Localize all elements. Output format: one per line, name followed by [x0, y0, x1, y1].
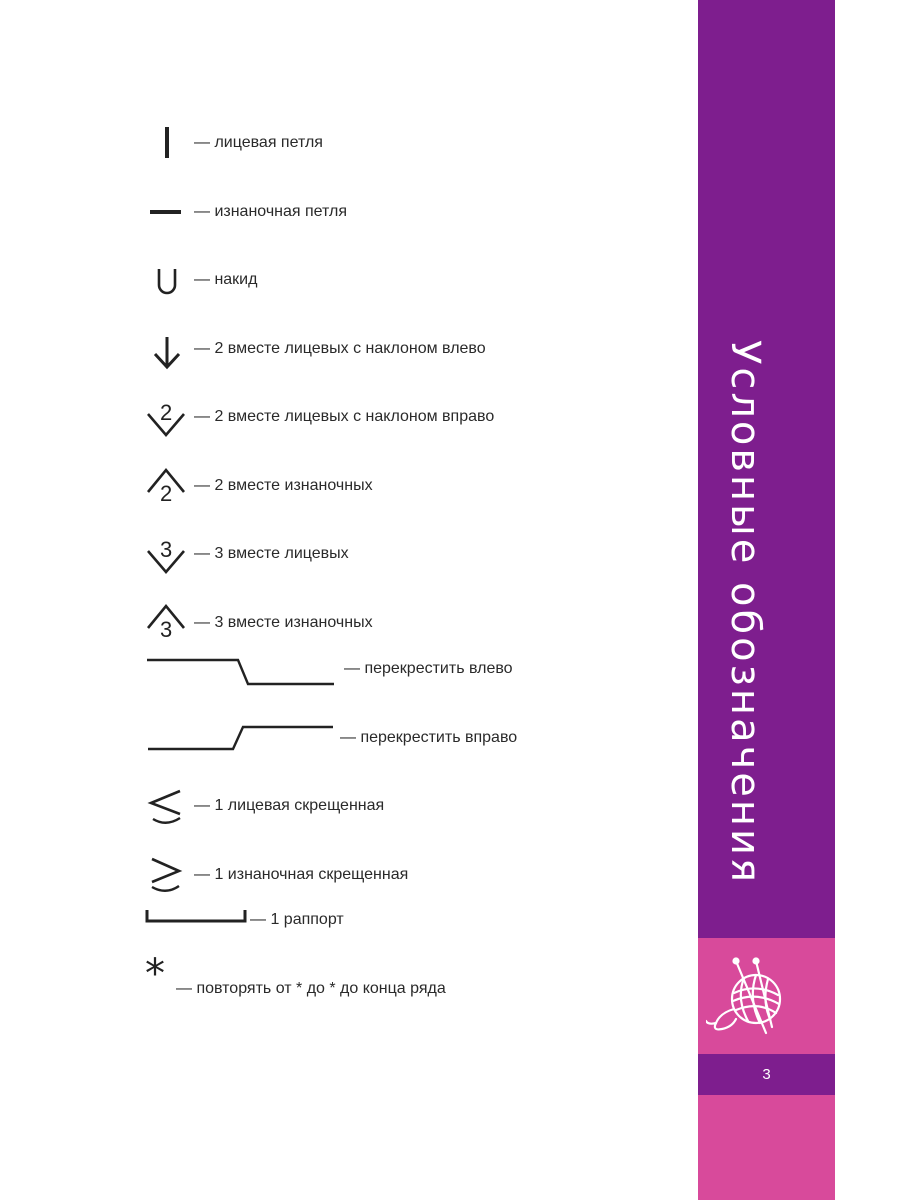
greater-than-crossed-symbol [146, 856, 186, 896]
legend-item-text: — лицевая петля [194, 134, 323, 151]
legend-item-text: — изнаночная петля [194, 203, 348, 220]
sidebar-band-bottom [698, 1095, 835, 1200]
legend-item-text: — 3 вместе лицевых [194, 545, 349, 562]
page-number: 3 [698, 1054, 835, 1095]
cross-left-line [146, 656, 338, 688]
legend-item-text: — 1 изнаночная скрещенная [194, 866, 409, 883]
down-arrow-symbol [152, 336, 182, 370]
legend-item-text: — перекрестить вправо [340, 729, 518, 746]
legend-item-text: — 3 вместе изнаночных [194, 614, 373, 631]
legend-item-text: — повторять от * до * до конца ряда [176, 980, 446, 997]
cross-right-line [147, 724, 335, 752]
v-2-symbol [146, 398, 186, 438]
legend-item-text: — перекрестить влево [344, 660, 513, 677]
v-3-symbol [146, 535, 186, 575]
caret-3-label: 3 [160, 617, 173, 642]
legend-item-text: — накид [194, 271, 258, 288]
legend-item-text: — 2 вместе изнаночных [194, 477, 373, 494]
yarn-over-symbol [156, 268, 178, 298]
legend-item-text: — 1 раппорт [250, 911, 344, 928]
legend-item-text: — 1 лицевая скрещенная [194, 797, 385, 814]
asterisk-symbol [145, 951, 165, 997]
sidebar-title: Условные обозначения [721, 340, 768, 886]
less-than-crossed-symbol [146, 788, 186, 828]
legend-item-text: — 2 вместе лицевых с наклоном вправо [194, 408, 495, 425]
legend-item-text: — 2 вместе лицевых с наклоном влево [194, 340, 486, 357]
caret-2-symbol [146, 466, 186, 506]
asterisk-label: * [145, 951, 165, 997]
yarn-ball-with-needles-icon [706, 955, 786, 1044]
caret-3-symbol [146, 602, 186, 642]
sidebar-title-area [698, 340, 835, 920]
v-2-label: 2 [160, 400, 173, 425]
knit-stitch-symbol [163, 127, 173, 159]
v-3-label: 3 [160, 537, 173, 562]
purl-stitch-symbol [150, 209, 182, 215]
repeat-bracket [145, 909, 249, 925]
caret-2-label: 2 [160, 481, 173, 506]
